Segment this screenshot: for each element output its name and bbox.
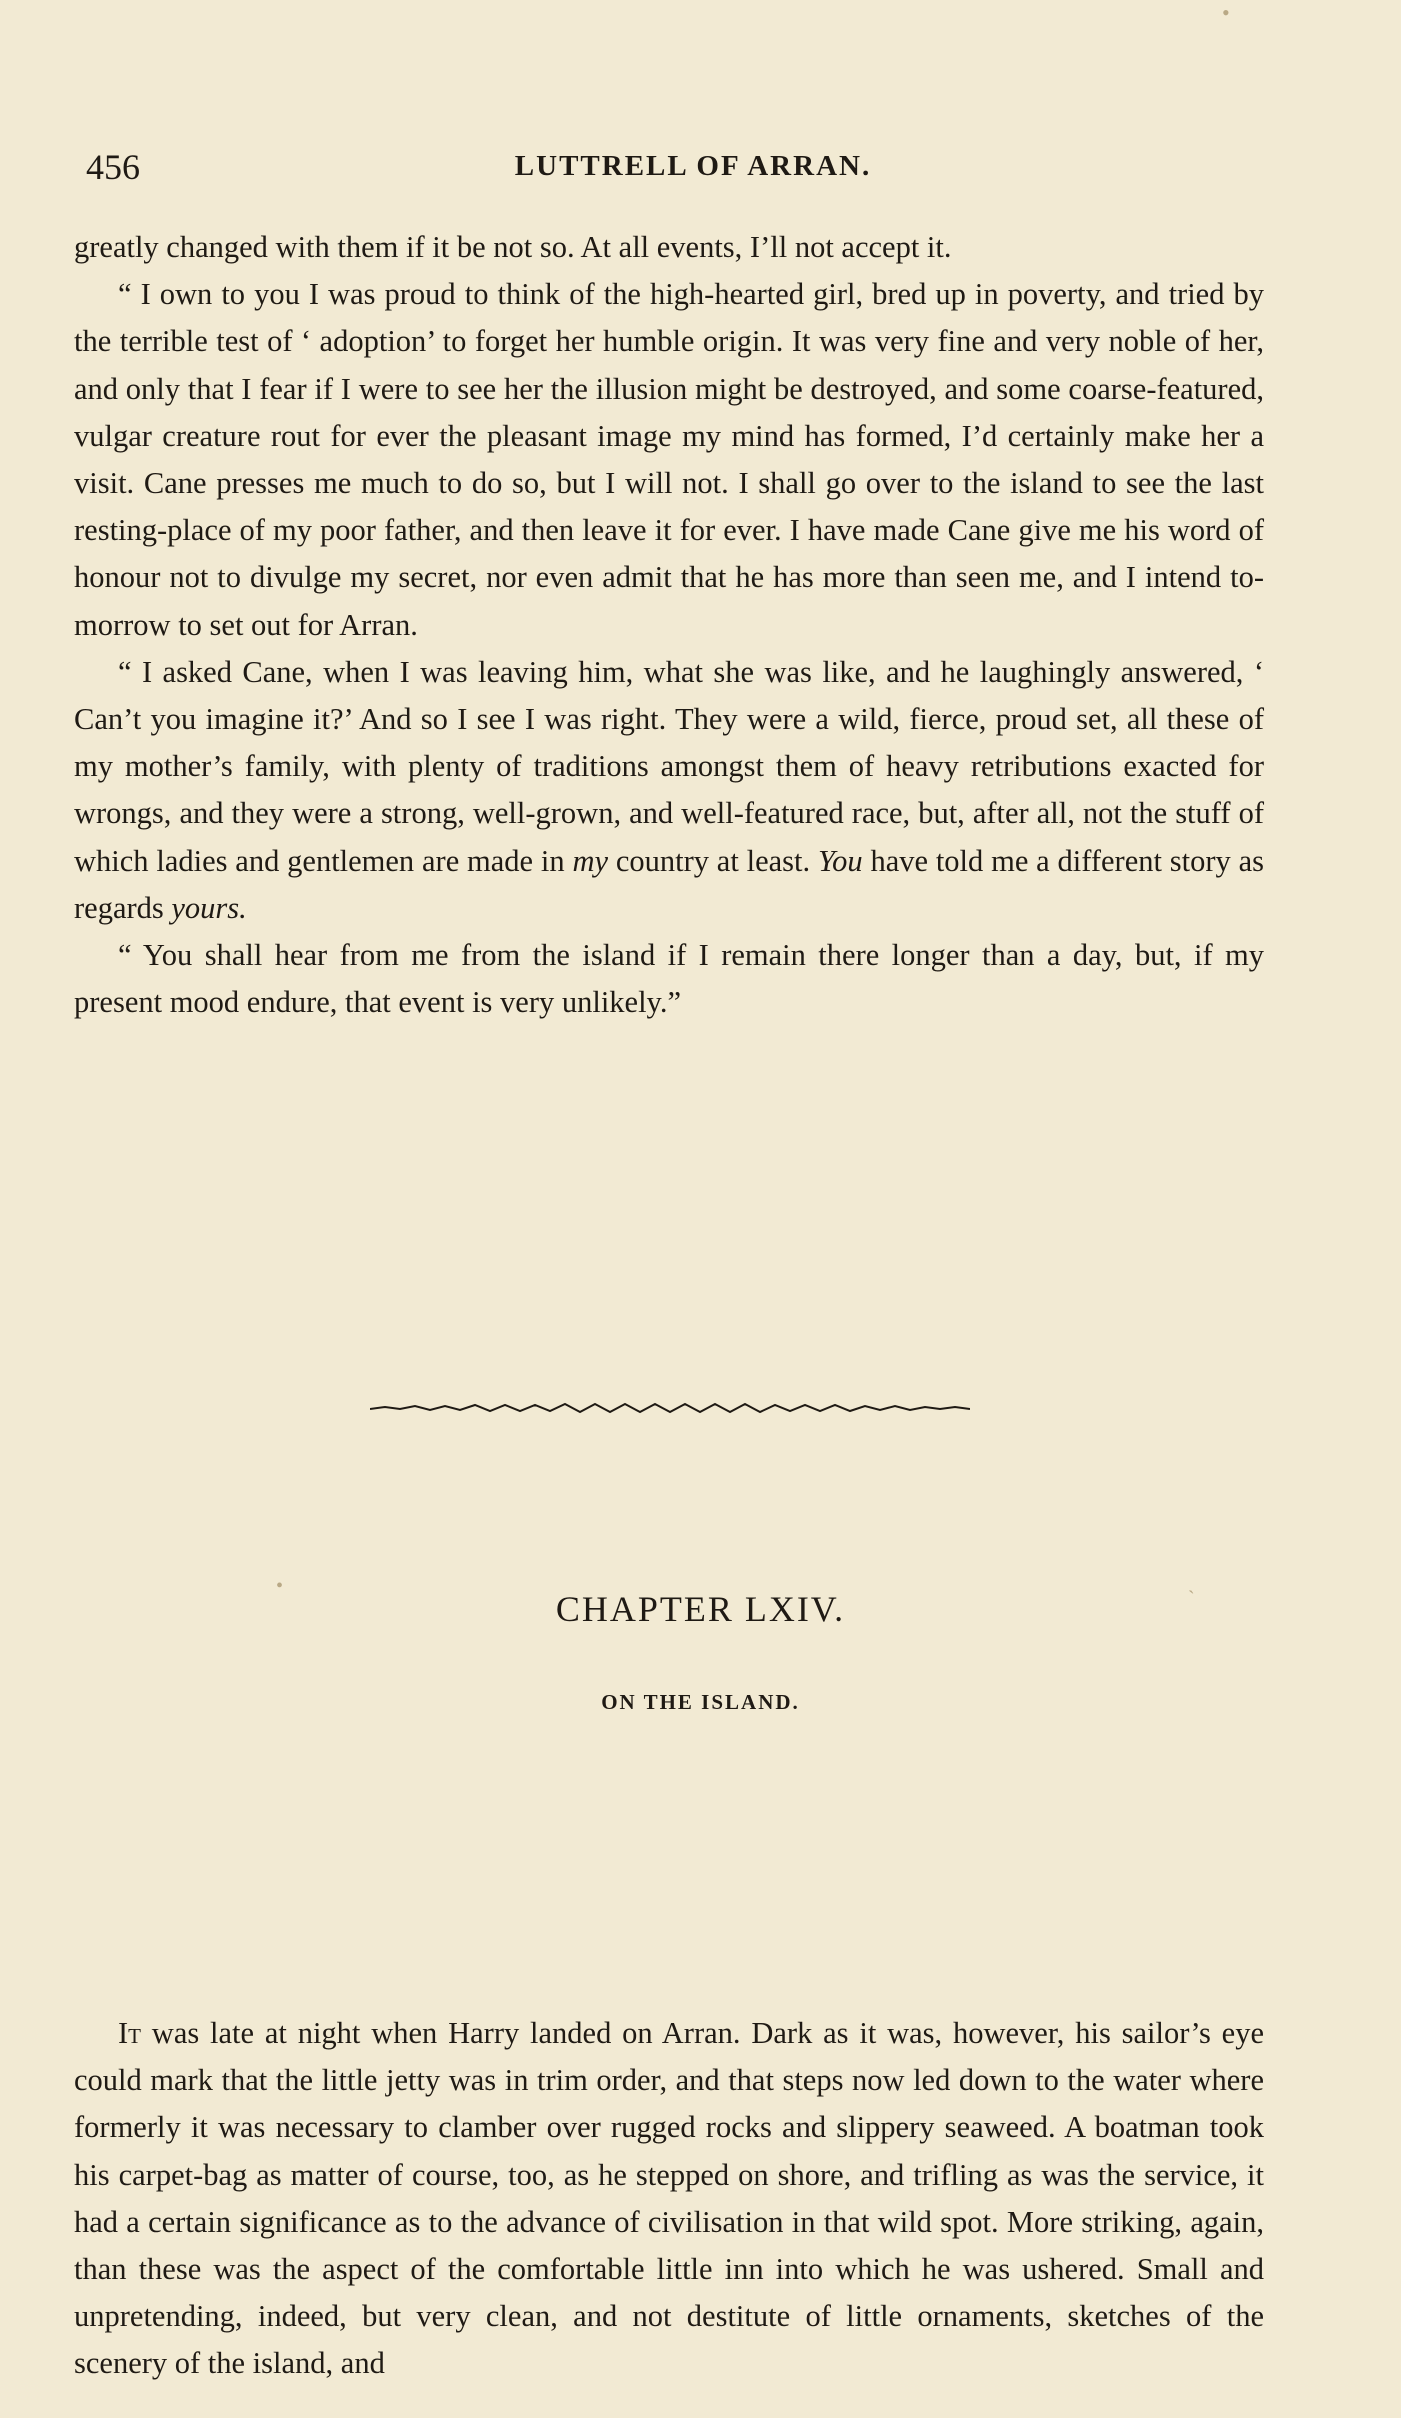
italic-run: You: [817, 843, 863, 878]
text-run: was late at night when Harry landed on Arran. Dark as it was, however, his sailor’s eye could mark that the little jetty was in trim order, and that steps now led down to the water where formerly it was necessary to clamber over rugged rocks and slippery seaweed. A boatman took his carpet-bag as matter of course, too, as he stepped on shore, and trifling as was the service, it had a certain significance as to the advance of civilisation in that wild spot. More striking, again, than these was the aspect of the comfortable little inn into which he was ushered. Small and unpretending, indeed, but very clean, and not destitute of little ornaments, sketches of the scenery of the island, and: [74, 2016, 1264, 2381]
chapter-title: CHAPTER LXIV.: [555, 1589, 846, 1629]
text-run: country at least.: [608, 843, 818, 878]
page-number: 456: [86, 147, 140, 187]
text-run: “ You shall hear from me from the island if I remain there longer than a day, but, if my present mood endure, that event is very unlikely.”: [74, 938, 1264, 1020]
page-header: [86, 146, 1300, 192]
paragraph: [74, 649, 1264, 932]
paragraph: [74, 2010, 1264, 2388]
running-title: LUTTRELL OF ARRAN.: [514, 150, 872, 182]
text-run: greatly changed with them if it be not so. At all events, I’ll not accept it.: [74, 230, 952, 264]
printed-speck: •: [1222, 0, 1230, 25]
paragraph: [74, 271, 1264, 649]
printed-speck: ˏ: [1188, 1572, 1195, 1594]
section-divider-ornament: [370, 1400, 970, 1416]
italic-run: my: [572, 843, 609, 878]
text-run: “ I own to you I was proud to think of the high-hearted girl, bred up in poverty, and tried by the terrible test of ‘ adoption’ to forget her humble origin. It was very fine and very noble of her, and only that I fear if I were to see her the illusion might be destroyed, and some coarse-featured, vulgar creature rout for ever the pleasant image my mind has formed, I’d certainly make her a visit. Cane presses me much to do so, but I will not. I shall go over to the island to see the last resting-place of my poor father, and then leave it for ever. I have made Cane give me his word of honour not to divulge my secret, nor even admit that he has more than seen me, and I intend to-morrow to set out for Arran.: [74, 277, 1264, 642]
chapter-subtitle: ON THE ISLAND.: [601, 1690, 800, 1714]
text-run: have told me a different story as regards: [74, 843, 1264, 925]
paragraph: [74, 224, 1264, 271]
paragraph: [74, 932, 1264, 1026]
printed-speck: •: [276, 1575, 284, 1597]
italic-run: yours.: [171, 890, 247, 925]
chapter-text: [74, 2010, 1264, 2388]
letter-text: [74, 224, 1264, 1026]
text-run: “ I asked Cane, when I was leaving him, what she was like, and he laughingly answered, ‘ Can’t you imagine it?’ And so I see I was right. They were a wild, fierce, proud set, all these of my mother’s family, with plenty of traditions amongst them of heavy retributions exacted for wrongs, and they were a strong, well-grown, and well-featured race, but, after all, not the stuff of which ladies and gentlemen are made in: [74, 654, 1264, 878]
small-caps-run: It: [118, 2016, 141, 2050]
